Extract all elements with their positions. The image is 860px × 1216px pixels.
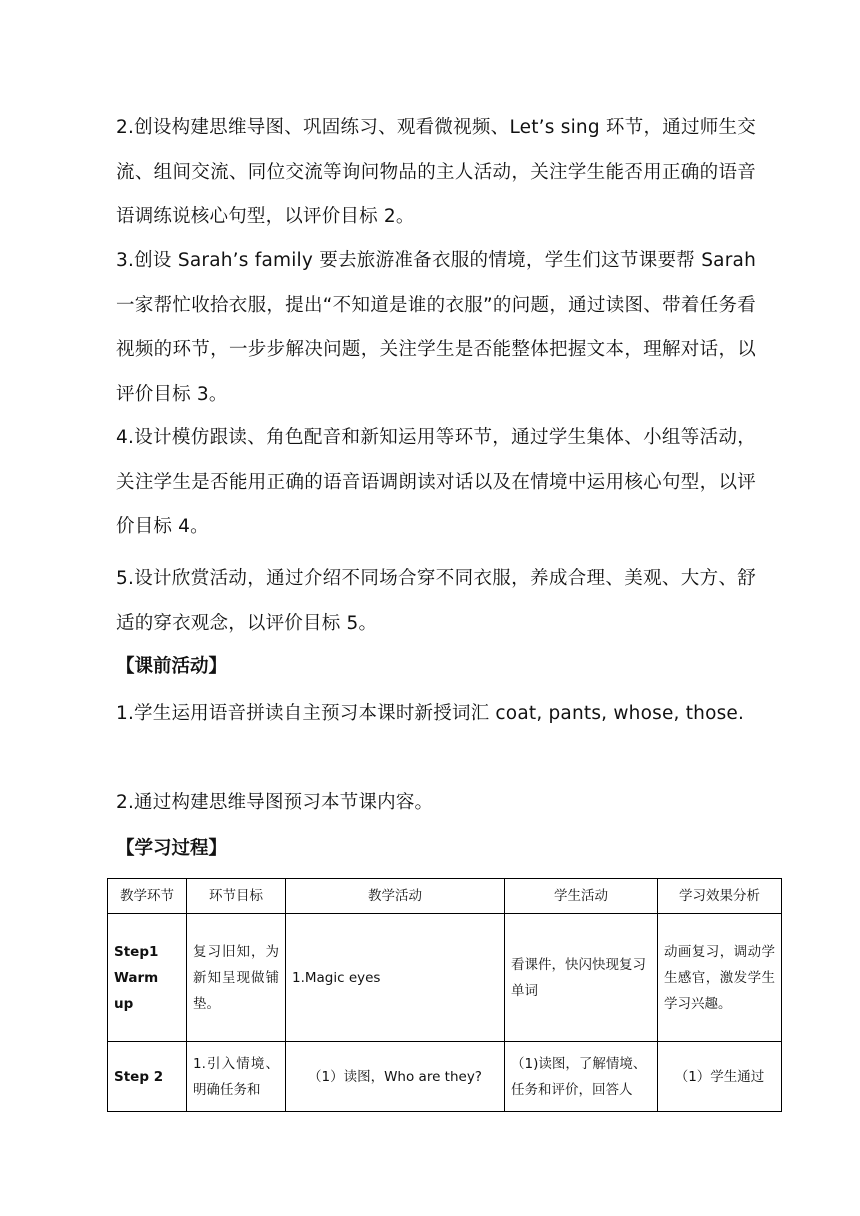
pre-class-heading: 【课前活动】 [116,656,228,677]
column-header: 学习效果分析 [658,879,782,914]
column-header: 教学活动 [286,879,505,914]
analysis-cell: （1）学生通过 [658,1042,782,1112]
learning-process-table [107,878,782,1112]
table-row [108,914,782,1042]
paragraph-5: 5.设计欣赏活动，通过介绍不同场合穿不同衣服，养成合理、美观、大方、舒适的穿衣观念，以评价目标 5。 [116,568,756,634]
student-cell: （1)读图，了解情境、任务和评价，回答人 [505,1042,658,1112]
pre-class-item-1: 1.学生运用语音拼读自主预习本课时新授词汇 coat, pants, whose, those. [116,703,745,724]
table-row [108,1042,782,1112]
paragraph-4: 4.设计模仿跟读、角色配音和新知运用等环节，通过学生集体、小组等活动，关注学生是否能用正确的语音语调朗读对话以及在情境中运用核心句型，以评价目标 4。 [116,427,756,537]
process-heading: 【学习过程】 [116,838,228,859]
table-header-row [108,879,782,914]
step-cell: Step1 Warm up [108,914,187,1042]
teaching-cell: （1）读图，Who are they? [286,1042,505,1112]
analysis-cell: 动画复习，调动学生感官，激发学生学习兴趣。 [658,914,782,1042]
column-header: 学生活动 [505,879,658,914]
column-header: 环节目标 [187,879,286,914]
goal-cell: 1.引入情境、明确任务和 [187,1042,286,1112]
column-header: 教学环节 [108,879,187,914]
teaching-cell: 1.Magic eyes [286,914,505,1042]
paragraph-3: 3.创设 Sarah’s family 要去旅游准备衣服的情境，学生们这节课要帮 Sarah 一家帮忙收拾衣服，提出“不知道是谁的衣服”的问题，通过读图、带着任务看视频的环节，一步步解决问题，关注学生是否能整体把握文本，理解对话，以评价目标 3。 [116,250,756,405]
paragraph-2: 2.创设构建思维导图、巩固练习、观看微视频、Let’s sing 环节，通过师生交流、组间交流、同位交流等询问物品的主人活动，关注学生能否用正确的语音语调练说核心句型，以评价目标 2。 [116,117,756,227]
step-cell: Step 2 [108,1042,187,1112]
goal-cell: 复习旧知，为新知呈现做铺垫。 [187,914,286,1042]
student-cell: 看课件，快闪快现复习单词 [505,914,658,1042]
pre-class-item-2: 2.通过构建思维导图预习本节课内容。 [116,792,434,813]
